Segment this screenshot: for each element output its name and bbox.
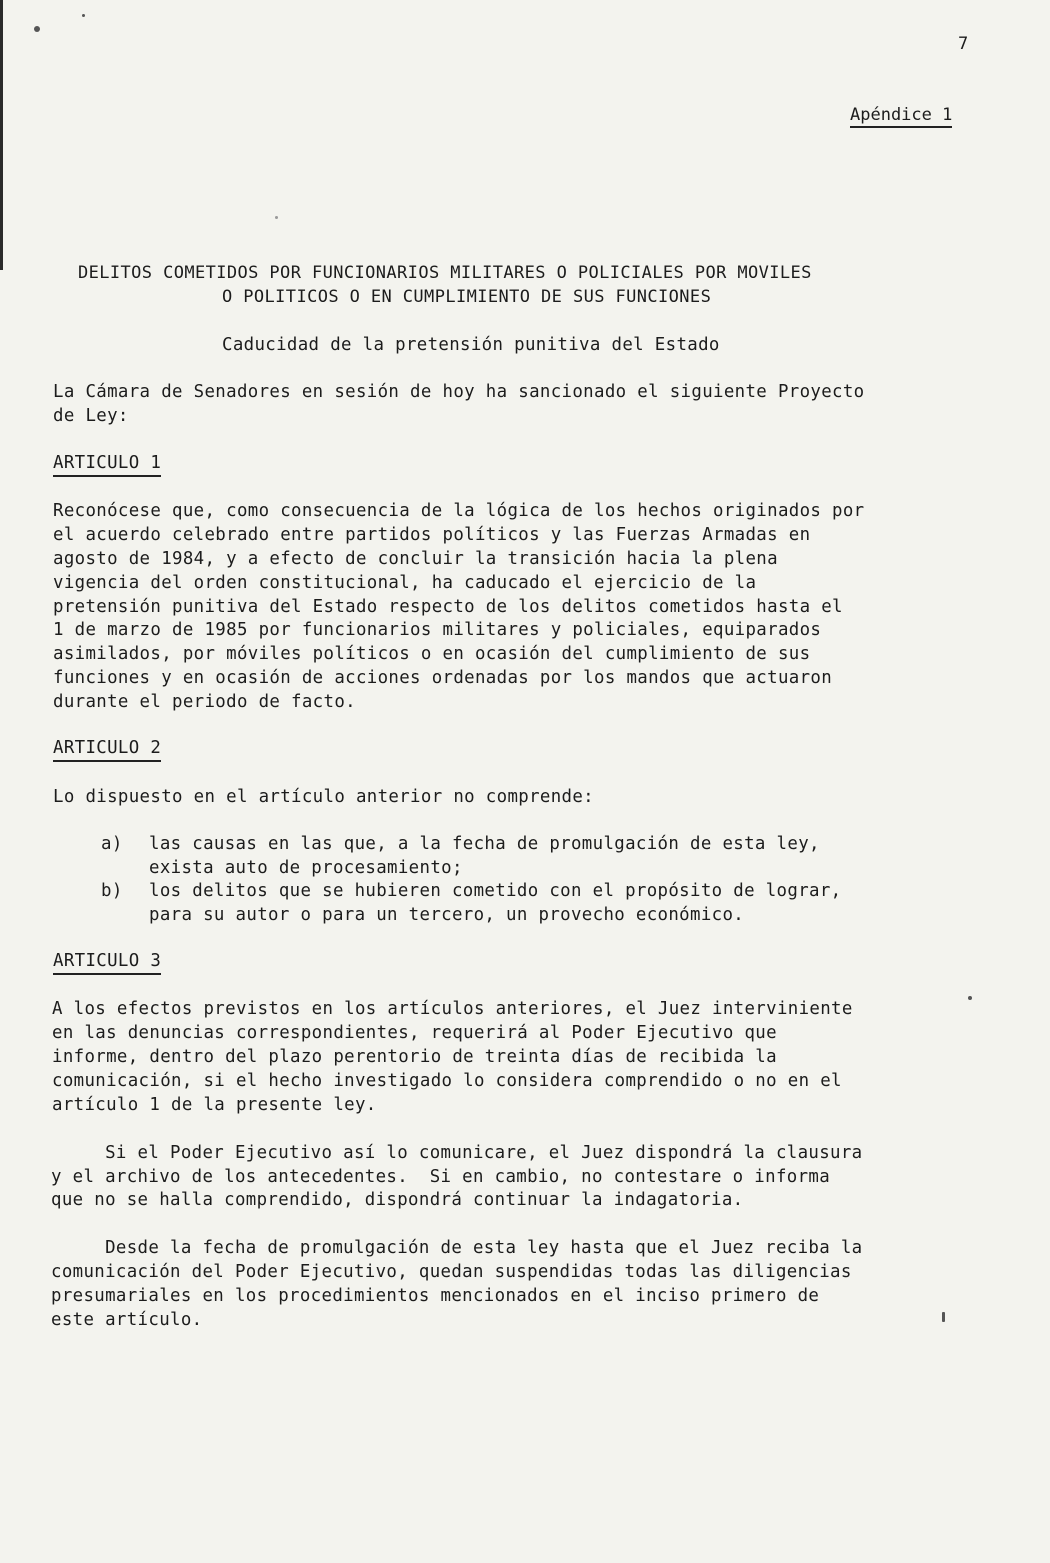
appendix-label: Apéndice 1: [850, 105, 952, 128]
page-number: 7: [958, 34, 969, 54]
list-item-text: los delitos que se hubieren cometido con el propósito de lograr,: [149, 881, 842, 901]
article-1-line: asimilados, por móviles políticos o en ocasión del cumplimiento de sus: [53, 644, 811, 664]
document-subtitle: Caducidad de la pretensión punitiva del Estado: [222, 335, 720, 355]
article-2-intro: Lo dispuesto en el artículo anterior no comprende:: [53, 787, 595, 807]
article-1-line: funciones y en ocasión de acciones ordenadas por los mandos que actuaron: [53, 668, 833, 688]
article-1-line: 1 de marzo de 1985 por funcionarios militares y policiales, equiparados: [53, 620, 822, 640]
article-3-line: informe, dentro del plazo perentorio de treinta días de recibida la: [52, 1047, 777, 1067]
scan-edge: [0, 0, 3, 270]
scan-speck: [82, 14, 85, 17]
article-3-line: en las denuncias correspondientes, requerirá al Poder Ejecutivo que: [52, 1023, 777, 1043]
article-3-line: que no se halla comprendido, dispondrá continuar la indagatoria.: [51, 1190, 744, 1210]
list-item-marker: b): [101, 881, 123, 901]
article-3-line: presumariales en los procedimientos mencionados en el inciso primero de: [51, 1286, 820, 1306]
article-3-line: artículo 1 de la presente ley.: [52, 1095, 377, 1115]
article-3-heading: ARTICULO 3: [53, 950, 161, 975]
article-3-line: comunicación, si el hecho investigado lo considera comprendido o no en el: [52, 1071, 842, 1091]
list-item-text: exista auto de procesamiento;: [149, 858, 463, 878]
list-item-text: para su autor o para un tercero, un provecho económico.: [149, 905, 745, 925]
article-2-heading: ARTICULO 2: [53, 737, 161, 762]
article-3-line: comunicación del Poder Ejecutivo, quedan suspendidas todas las diligencias: [51, 1262, 852, 1282]
article-1-line: agosto de 1984, y a efecto de concluir la transición hacia la plena: [53, 549, 778, 569]
article-3-line: Si el Poder Ejecutivo así lo comunicare, el Juez dispondrá la clausura: [51, 1143, 863, 1163]
article-1-heading: ARTICULO 1: [53, 452, 161, 477]
scan-speck: [275, 216, 278, 219]
article-1-line: durante el periodo de facto.: [53, 692, 356, 712]
scan-speck: [968, 996, 972, 1000]
article-1-line: Reconócese que, como consecuencia de la lógica de los hechos originados por: [53, 501, 865, 521]
article-1-line: vigencia del orden constitucional, ha caducado el ejercicio de la: [53, 573, 757, 593]
intro-line: La Cámara de Senadores en sesión de hoy ha sancionado el siguiente Proyecto: [53, 382, 865, 402]
article-3-line: este artículo.: [51, 1310, 203, 1330]
list-item-text: las causas en las que, a la fecha de promulgación de esta ley,: [149, 834, 820, 854]
article-3-line: A los efectos previstos en los artículos anteriores, el Juez interviniente: [52, 999, 853, 1019]
article-3-line: Desde la fecha de promulgación de esta ley hasta que el Juez reciba la: [51, 1238, 863, 1258]
scan-speck: [942, 1312, 945, 1322]
document-title-line-2: O POLITICOS O EN CUMPLIMIENTO DE SUS FUNCIONES: [222, 287, 712, 307]
scan-speck: [34, 26, 40, 32]
list-item-marker: a): [101, 834, 123, 854]
article-3-line: y el archivo de los antecedentes. Si en cambio, no contestare o informa: [51, 1167, 831, 1187]
article-1-line: el acuerdo celebrado entre partidos políticos y las Fuerzas Armadas en: [53, 525, 811, 545]
intro-line: de Ley:: [53, 406, 129, 426]
article-1-line: pretensión punitiva del Estado respecto de los delitos cometidos hasta el: [53, 597, 843, 617]
document-title-line-1: DELITOS COMETIDOS POR FUNCIONARIOS MILITARES O POLICIALES POR MOVILES: [78, 263, 812, 283]
